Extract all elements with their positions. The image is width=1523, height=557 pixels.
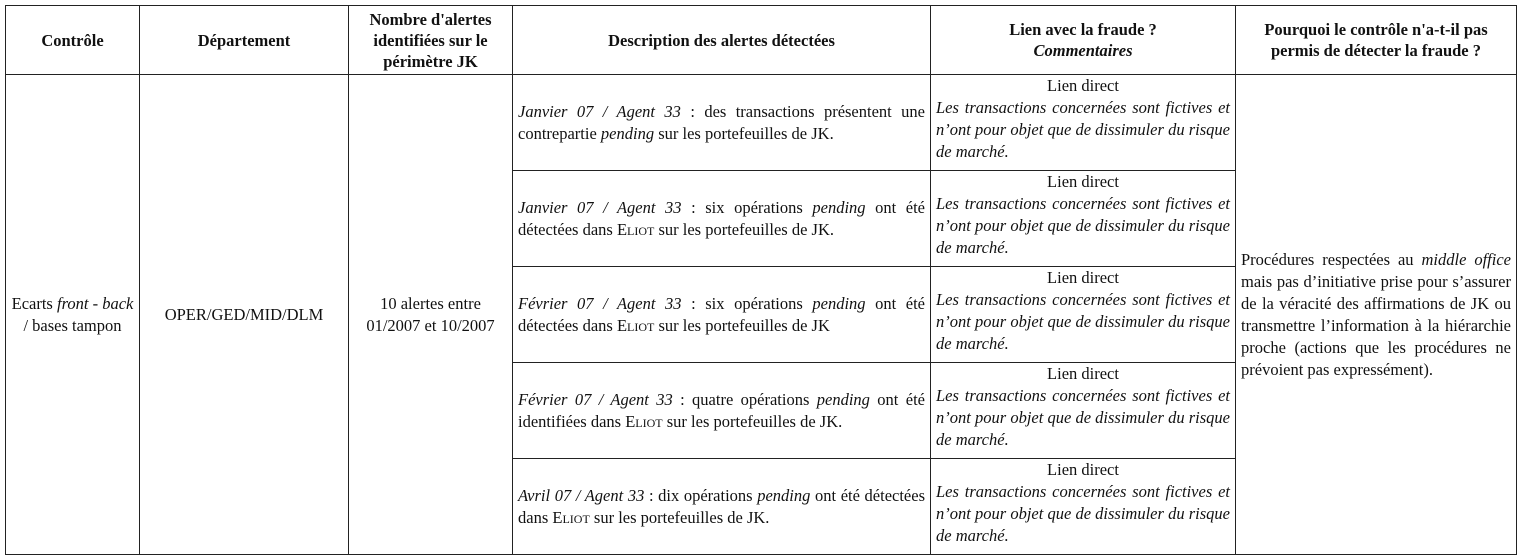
header-controle: Contrôle — [6, 6, 140, 75]
alert-ref: Janvier 07 / Agent 33 — [518, 101, 681, 121]
lien-cell — [931, 459, 1236, 555]
lien-cell — [931, 363, 1236, 459]
header-pourquoi: Pourquoi le contrôle n'a-t-il pas permis de détecter la fraude ? — [1236, 6, 1517, 75]
header-lien-title: Lien avec la fraude ? — [1009, 20, 1157, 39]
header-row — [6, 6, 1517, 75]
lien-title: Lien direct — [1047, 76, 1119, 95]
description-cell: Avril 07 / Agent 33 : dix opérations pending ont été détectées dans Eliot sur les portefeuilles de JK. — [513, 459, 931, 555]
description-cell: Janvier 07 / Agent 33 : six opérations pending ont été détectées dans Eliot sur les portefeuilles de JK. — [513, 171, 931, 267]
lien-cell — [931, 267, 1236, 363]
alert-ref: Avril 07 / Agent 33 — [518, 485, 645, 505]
alert-ref: Février 07 / Agent 33 — [518, 389, 673, 409]
lien-comment: Les transactions concernées sont fictives et n’ont pour objet que de dissimuler du risque de marché. — [936, 98, 1230, 161]
controle-cell: Ecarts front - back / bases tampon — [6, 75, 140, 555]
lien-comment: Les transactions concernées sont fictives et n’ont pour objet que de dissimuler du risque de marché. — [936, 290, 1230, 353]
description-cell: Janvier 07 / Agent 33 : des transactions présentent une contrepartie pending sur les portefeuilles de JK. — [513, 75, 931, 171]
header-lien-subtitle: Commentaires — [1033, 41, 1133, 60]
lien-cell — [931, 75, 1236, 171]
departement-cell: OPER/GED/MID/DLM — [140, 75, 349, 555]
lien-comment: Les transactions concernées sont fictives et n’ont pour objet que de dissimuler du risque de marché. — [936, 482, 1230, 545]
description-cell: Février 07 / Agent 33 : quatre opérations pending ont été identifiées dans Eliot sur les portefeuilles de JK. — [513, 363, 931, 459]
lien-title: Lien direct — [1047, 172, 1119, 191]
lien-title: Lien direct — [1047, 364, 1119, 383]
alert-ref: Février 07 / Agent 33 — [518, 293, 682, 313]
header-departement: Département — [140, 6, 349, 75]
header-nombre-alertes: Nombre d'alertes identifiées sur le périmètre JK — [349, 6, 513, 75]
lien-comment: Les transactions concernées sont fictives et n’ont pour objet que de dissimuler du risque de marché. — [936, 386, 1230, 449]
lien-title: Lien direct — [1047, 460, 1119, 479]
nombre-alertes-cell: 10 alertes entre 01/2007 et 10/2007 — [349, 75, 513, 555]
alerts-table — [5, 5, 1517, 555]
header-description: Description des alertes détectées — [513, 6, 931, 75]
pourquoi-cell: Procédures respectées au middle office mais pas d’initiative prise pour s’assurer de la véracité des affirmations de JK ou transmettre l’information à la hiérarchie proche (actions que les procédures ne prévoient pas expressément). — [1236, 75, 1517, 555]
lien-title: Lien direct — [1047, 268, 1119, 287]
table-row — [6, 75, 1517, 171]
description-cell: Février 07 / Agent 33 : six opérations pending ont été détectées dans Eliot sur les portefeuilles de JK — [513, 267, 931, 363]
header-lien-fraude — [931, 6, 1236, 75]
alert-ref: Janvier 07 / Agent 33 — [518, 197, 682, 217]
lien-cell — [931, 171, 1236, 267]
lien-comment: Les transactions concernées sont fictives et n’ont pour objet que de dissimuler du risque de marché. — [936, 194, 1230, 257]
